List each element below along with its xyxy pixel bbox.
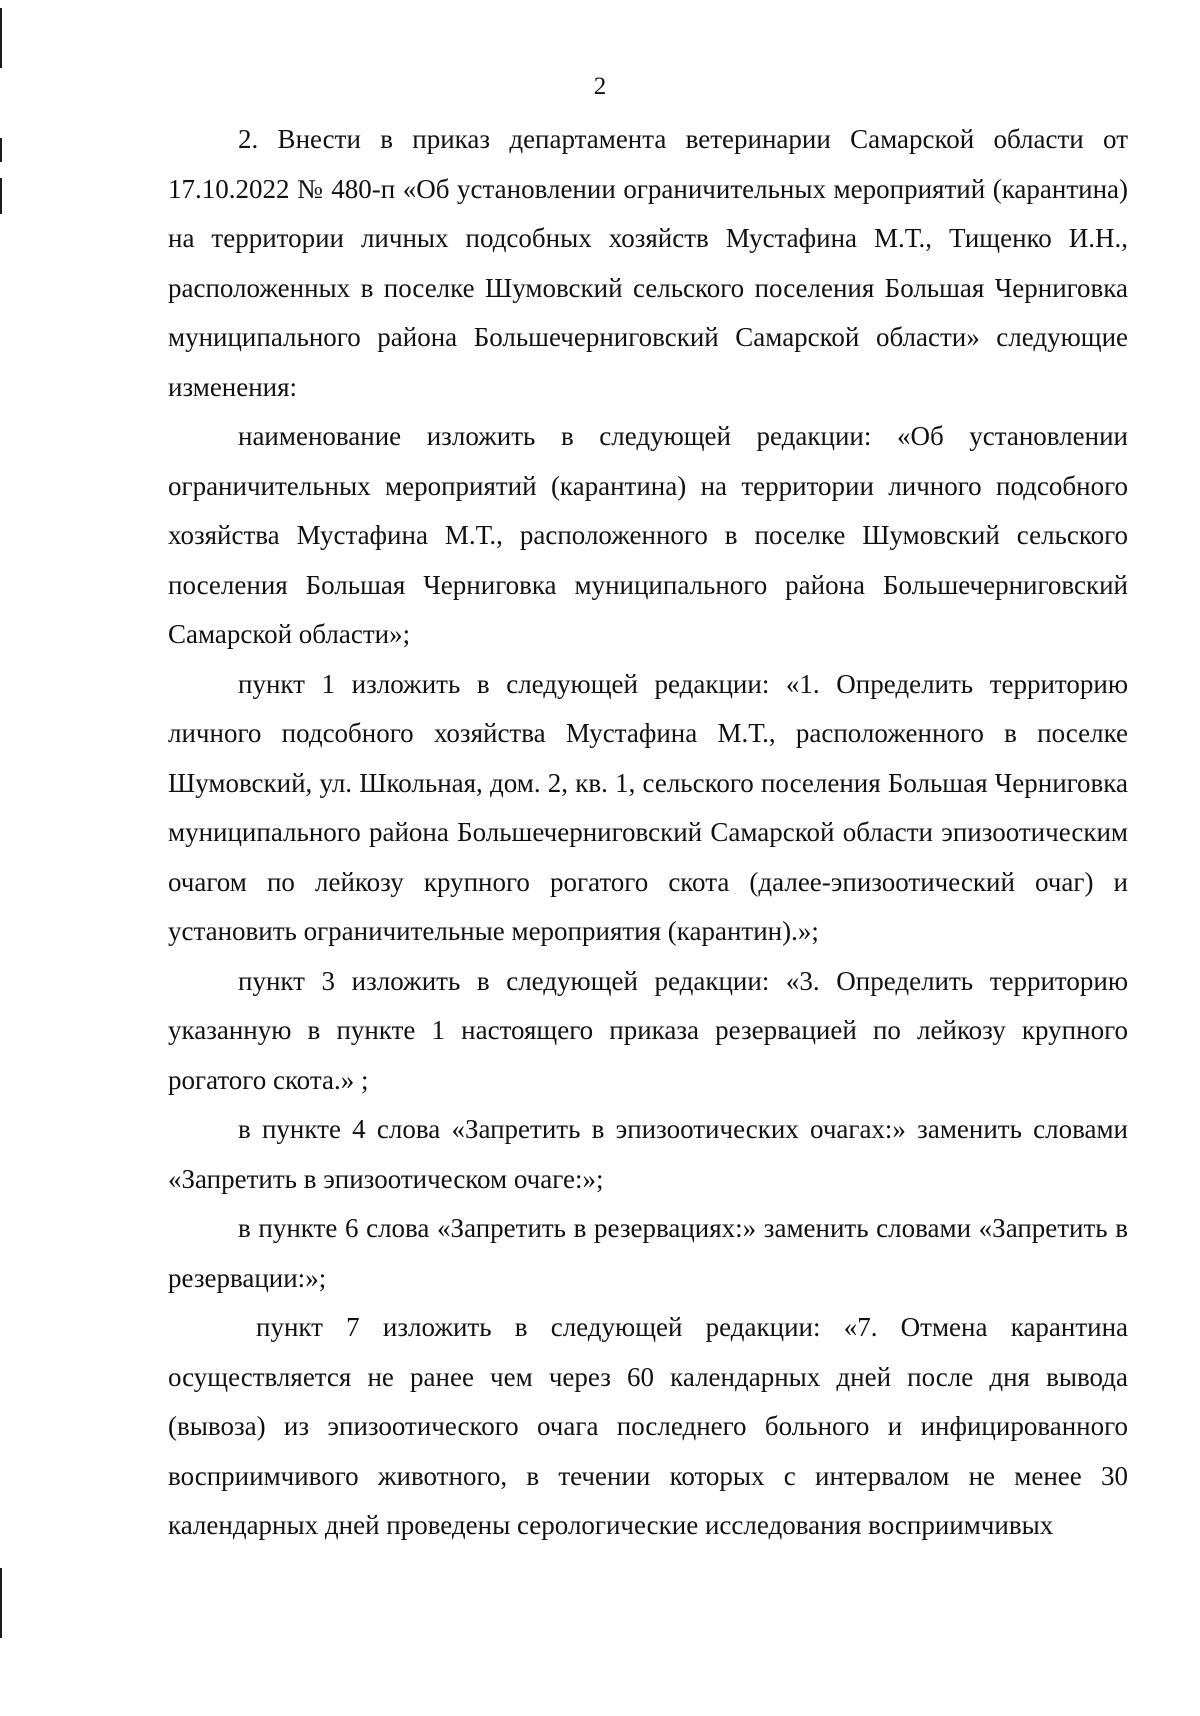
scan-edge-mark	[0, 1568, 2, 1638]
paragraph-item-6-change: в пункте 6 слова «Запретить в резервациях:» заменить словами «Запретить в резервации:»;	[168, 1213, 1128, 1293]
paragraph-item-3-change: пункт 3 изложить в следующей редакции: «3. Определить территорию указанную в пункте 1 настоящего приказа резервацией по лейкозу крупного рогатого скота.» ;	[168, 965, 1128, 1095]
page-number: 2	[593, 73, 607, 100]
paragraph-amendment-intro: 2. Внести в приказ департамента ветеринарии Самарской области от 17.10.2022 № 480-п «Об установлении ограничительных мероприятий (карантина) на территории личных подсобных хозяйств Мустафина М.Т., Тищенко И.Н., расположенных в поселке Шумовский сельского поселения Большая Черниговка муниципального района Большечерниговский Самарской области» следующие изменения:	[168, 124, 1128, 402]
document-body	[168, 115, 1128, 1551]
scan-edge-mark	[0, 8, 2, 68]
paragraph-item-7-change: пункт 7 изложить в следующей редакции: «7. Отмена карантина осуществляется не ранее чем через 60 календарных дней после дня вывода (вывоза) из эпизоотического очага последнего больного и инфицированного восприимчивого животного, в течении которых с интервалом не менее 30 календарных дней проведены серологические исследования восприимчивых	[168, 1312, 1128, 1540]
paragraph-item-4-change: в пункте 4 слова «Запретить в эпизоотических очагах:» заменить словами «Запретить в эпизоотическом очаге:»;	[168, 1114, 1128, 1194]
scan-edge-mark	[0, 138, 2, 162]
paragraph-item-1-change: пункт 1 изложить в следующей редакции: «1. Определить территорию личного подсобного хозяйства Мустафина М.Т., расположенного в поселке Шумовский, ул. Школьная, дом. 2, кв. 1, сельского поселения Большая Черниговка муниципального района Большечерниговский Самарской области эпизоотическим очагом по лейкозу крупного рогатого скота (далее-эпизоотический очаг) и установить ограничительные мероприятия (карантин).»;	[168, 668, 1128, 946]
paragraph-title-change: наименование изложить в следующей редакции: «Об установлении ограничительных мероприятий (карантина) на территории личного подсобного хозяйства Мустафина М.Т., расположенного в поселке Шумовский сельского поселения Большая Черниговка муниципального района Большечерниговский Самарской области»;	[168, 421, 1128, 649]
scan-edge-mark	[0, 178, 2, 214]
